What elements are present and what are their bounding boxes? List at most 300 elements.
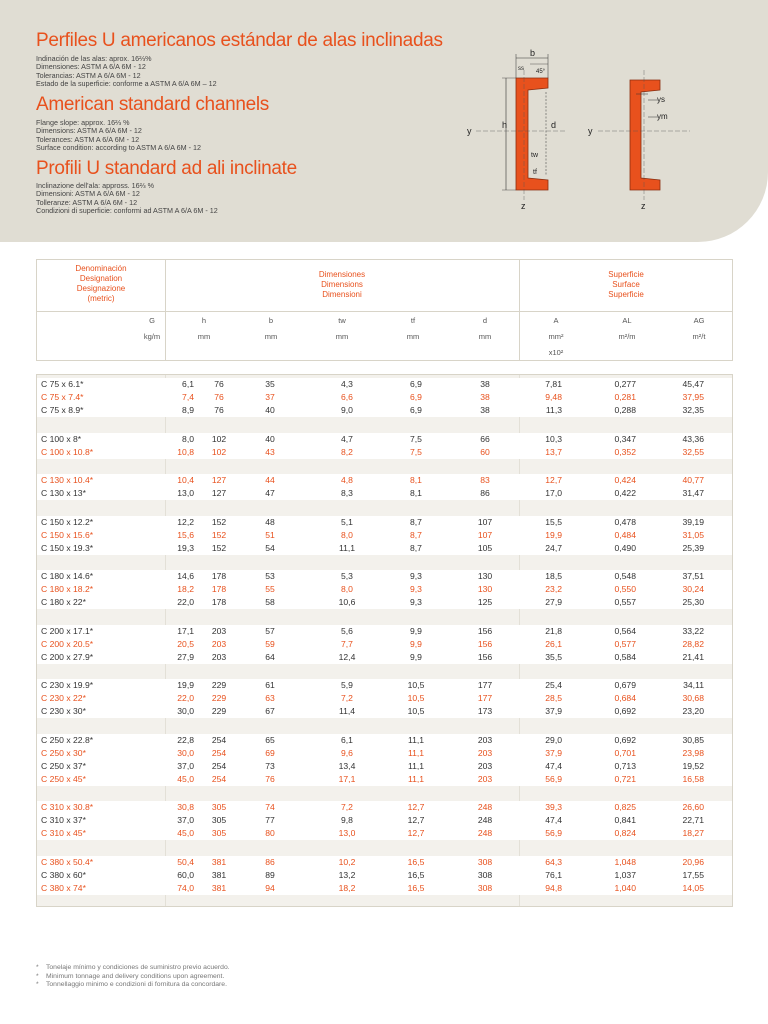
cell-a: 18,5 (545, 571, 562, 581)
cell-tw: 18,2 (338, 882, 356, 893)
cell-b: 69 (265, 747, 275, 758)
cell-ag: 17,55 (682, 869, 704, 880)
cell-tw: 5,6 (341, 625, 353, 636)
cell-a: 9,48 (545, 392, 562, 402)
cell-name: C 230 x 22* (41, 693, 86, 703)
cell-d: 38 (480, 379, 490, 389)
spec-line: Tolerances: ASTM A 6/A 6M - 12 (36, 134, 140, 144)
cell-tf: 7,5 (410, 446, 422, 457)
data-table-body (36, 374, 733, 907)
cell-tw: 8,0 (341, 584, 353, 594)
table-row (37, 801, 732, 814)
cell-tw: 5,9 (341, 680, 353, 690)
cell-d: 107 (477, 516, 493, 527)
cell-h: 127 (211, 475, 227, 485)
cell-tw: 10,2 (338, 856, 356, 867)
cell-tw: 5,1 (341, 516, 353, 527)
cell-tf: 9,9 (410, 625, 422, 636)
cell-h: 102 (211, 433, 227, 444)
cell-al: 0,352 (614, 446, 636, 457)
table-row (37, 378, 732, 391)
cell-name: C 310 x 45* (41, 828, 86, 838)
cell-ag: 23,98 (682, 747, 704, 758)
cell-g: 19,9 (177, 680, 194, 690)
cell-tw: 8,0 (341, 529, 353, 540)
cell-name: C 130 x 10.4* (41, 475, 94, 485)
cell-tf: 16,5 (407, 869, 425, 880)
cell-name: C 250 x 45* (41, 773, 86, 784)
cell-g: 13,0 (177, 488, 194, 498)
cell-b: 77 (265, 815, 275, 825)
cell-ag: 26,60 (682, 802, 704, 812)
cell-a: 28,5 (545, 693, 562, 703)
cell-name: C 380 x 60* (41, 869, 86, 880)
cell-al: 0,684 (614, 693, 636, 703)
cell-h: 381 (211, 856, 227, 867)
col-b: b mm (264, 316, 278, 341)
cell-h: 203 (211, 638, 227, 649)
cell-tf: 8,7 (410, 516, 422, 527)
cell-h: 305 (211, 815, 227, 825)
title-italian: Profili U standard ad ali inclinate (36, 158, 297, 179)
spec-line: Dimensioni: ASTM A 6/A 6M - 12 (36, 189, 140, 199)
cell-a: 24,7 (545, 542, 562, 553)
cell-d: 248 (477, 802, 493, 812)
axis-z-label-right: z (641, 201, 646, 211)
cell-tf: 9,3 (410, 571, 422, 581)
cell-tw: 17,1 (338, 773, 356, 784)
ys-label: ys (657, 95, 665, 104)
cell-h: 381 (211, 869, 227, 880)
cell-tw: 7,7 (341, 638, 353, 649)
cell-g: 20,5 (177, 638, 194, 649)
cell-tf: 8,7 (410, 542, 422, 553)
cell-ag: 28,82 (682, 638, 704, 649)
table-row (37, 596, 732, 609)
cell-g: 8,9 (182, 405, 194, 415)
cell-ag: 25,30 (682, 597, 704, 607)
footnote: * Tonelaje mínimo y condiciones de suministro previo acuerdo. (36, 964, 230, 971)
cell-tf: 12,7 (407, 828, 425, 838)
cell-tf: 9,9 (410, 638, 422, 649)
cell-ag: 34,11 (683, 680, 704, 690)
cell-name: C 75 x 8.9* (41, 405, 84, 415)
dim-h-label: h (502, 120, 508, 130)
cell-ag: 23,20 (682, 706, 704, 716)
cell-d: 105 (477, 542, 493, 553)
group-dimensions: Dimensiones Dimensions Dimensioni (318, 270, 366, 299)
cell-d: 66 (480, 433, 490, 444)
cell-tf: 10,5 (407, 680, 425, 690)
cell-name: C 100 x 8* (41, 433, 82, 444)
cell-ag: 32,55 (682, 446, 704, 457)
dim-d-label: d (551, 120, 557, 130)
cell-name: C 150 x 19.3* (41, 542, 94, 553)
cell-tf: 7,5 (410, 433, 422, 444)
cell-tw: 9,0 (341, 405, 353, 415)
cell-b: 94 (265, 882, 275, 893)
cell-ag: 30,24 (682, 584, 704, 594)
cell-al: 0,557 (614, 597, 636, 607)
cell-al: 0,679 (614, 680, 636, 690)
cell-g: 6,1 (182, 379, 194, 389)
cell-ag: 20,96 (682, 856, 704, 867)
cell-b: 51 (265, 529, 275, 540)
table-row (37, 882, 732, 895)
table-row (37, 705, 732, 718)
cell-tf: 11,1 (407, 747, 425, 758)
cell-g: 22,0 (177, 693, 194, 703)
channel-section-diagram (460, 44, 700, 214)
title-english: American standard channels (36, 94, 270, 115)
table-row (37, 747, 732, 760)
cell-name: C 130 x 13* (41, 488, 86, 498)
cell-name: C 75 x 6.1* (41, 379, 84, 389)
cell-name: C 100 x 10.8* (41, 446, 94, 457)
cell-tw: 7,2 (341, 693, 353, 703)
cell-tf: 11,1 (407, 760, 425, 771)
cell-a: 64,3 (545, 856, 562, 867)
spec-line: Tolerancias: ASTM A 6/A 6M - 12 (36, 70, 141, 80)
cell-al: 0,692 (614, 734, 636, 745)
cell-ag: 31,05 (682, 529, 704, 540)
cell-g: 10,4 (177, 475, 194, 485)
cell-h: 254 (211, 773, 227, 784)
cell-g: 60,0 (177, 869, 194, 880)
cell-tf: 8,1 (410, 488, 422, 498)
table-row (37, 869, 732, 882)
cell-b: 44 (265, 475, 275, 485)
cell-ag: 16,58 (682, 773, 704, 784)
cell-h: 152 (211, 542, 227, 553)
table-row (37, 814, 732, 827)
cell-tf: 8,7 (410, 529, 422, 540)
dim-ss-label: ss (518, 66, 524, 72)
cell-g: 15,6 (177, 529, 194, 540)
cell-d: 203 (477, 760, 493, 771)
cell-h: 76 (214, 379, 224, 389)
cell-name: C 230 x 30* (41, 706, 86, 716)
dim-b-label: b (530, 48, 536, 58)
cell-tf: 12,7 (407, 802, 425, 812)
table-row (37, 391, 732, 404)
cell-ag: 30,85 (682, 734, 704, 745)
cell-al: 0,577 (614, 638, 636, 649)
cell-h: 102 (211, 446, 227, 457)
group-surface: Superficie Surface Superficie (608, 270, 644, 299)
cell-b: 58 (265, 597, 275, 607)
cell-g: 37,0 (177, 815, 194, 825)
cell-h: 203 (211, 625, 227, 636)
cell-tw: 8,2 (341, 446, 353, 457)
cell-h: 305 (211, 802, 227, 812)
cell-g: 45,0 (177, 828, 194, 838)
cell-name: C 180 x 18.2* (41, 584, 94, 594)
cell-a: 47,4 (545, 760, 562, 771)
spec-line: Flange slope: approx. 16⅔ % (36, 118, 130, 127)
cell-al: 1,037 (614, 869, 636, 880)
spec-line: Surface condition: according to ASTM A 6/A 6M - 12 (36, 142, 202, 152)
cell-al: 0,478 (614, 516, 636, 527)
cell-tw: 6,1 (341, 734, 353, 745)
cell-h: 127 (211, 488, 227, 498)
cell-b: 57 (265, 625, 275, 636)
cell-a: 29,0 (545, 734, 562, 745)
cell-a: 15,5 (545, 516, 562, 527)
spec-line: Tolleranze: ASTM A 6/A 6M - 12 (36, 197, 138, 207)
cell-a: 56,9 (545, 828, 562, 838)
cell-a: 12,7 (545, 475, 562, 485)
cell-g: 8,0 (182, 433, 194, 444)
cell-name: C 310 x 37* (41, 815, 86, 825)
cell-g: 19,3 (177, 542, 194, 553)
ym-label: ym (657, 112, 668, 121)
cell-d: 248 (477, 815, 493, 825)
cell-h: 254 (211, 760, 227, 771)
cell-al: 0,347 (614, 433, 636, 444)
table-header (36, 259, 733, 361)
cell-name: C 75 x 7.4* (41, 392, 84, 402)
cell-d: 156 (477, 651, 493, 662)
specs-italian (36, 182, 218, 215)
cell-ag: 30,68 (682, 693, 704, 703)
table-row (37, 679, 732, 692)
cell-al: 0,550 (614, 584, 636, 594)
specs-spanish (36, 55, 217, 88)
cell-al: 1,048 (614, 856, 636, 867)
cell-tf: 9,3 (410, 584, 422, 594)
cell-ag: 32,35 (682, 405, 704, 415)
cell-g: 10,8 (177, 446, 194, 457)
cell-d: 308 (477, 869, 493, 880)
cell-a: 76,1 (545, 869, 562, 880)
cell-a: 21,8 (545, 625, 562, 636)
spec-line: Dimensiones: ASTM A 6/A 6M - 12 (36, 62, 146, 72)
cell-d: 156 (477, 638, 493, 649)
cell-ag: 31,47 (682, 488, 704, 498)
dim-tf-label: tf (533, 169, 537, 176)
cell-h: 178 (211, 584, 227, 594)
cell-a: 27,9 (545, 597, 562, 607)
specs-english (36, 119, 201, 152)
cell-al: 0,281 (614, 392, 636, 402)
cell-g: 30,8 (177, 802, 194, 812)
cell-name: C 310 x 30.8* (41, 802, 94, 812)
col-al: AL m²/m (618, 316, 636, 341)
cell-al: 0,824 (614, 828, 636, 838)
cell-b: 55 (265, 584, 275, 594)
cell-d: 203 (477, 747, 493, 758)
cell-a: 47,4 (545, 815, 562, 825)
cell-tf: 6,9 (410, 405, 422, 415)
cell-tf: 16,5 (407, 856, 425, 867)
cell-a: 10,3 (545, 433, 562, 444)
cell-g: 30,0 (177, 747, 194, 758)
cell-tw: 11,1 (338, 542, 356, 553)
cell-al: 0,721 (614, 773, 636, 784)
cell-tw: 11,4 (338, 706, 356, 716)
cell-d: 38 (480, 392, 490, 402)
footnote: * Minimum tonnage and delivery conditions upon agreement. (36, 972, 225, 980)
axis-z-label: z (521, 201, 526, 211)
cell-b: 61 (265, 680, 275, 690)
cell-ag: 45,47 (682, 379, 704, 389)
cell-name: C 250 x 37* (41, 760, 86, 771)
cell-tf: 12,7 (407, 815, 425, 825)
cell-b: 40 (265, 433, 275, 444)
cell-al: 0,584 (614, 651, 636, 662)
cell-ag: 40,77 (682, 475, 704, 485)
cell-g: 22,8 (177, 734, 194, 745)
cell-ag: 25,39 (682, 542, 704, 553)
cell-d: 173 (477, 706, 493, 716)
cell-al: 1,040 (614, 882, 636, 893)
cell-h: 305 (211, 828, 227, 838)
cell-al: 0,424 (614, 475, 636, 485)
cell-g: 17,1 (177, 625, 194, 636)
channel-profile-left (516, 78, 548, 190)
table-row (37, 827, 732, 840)
table-row (37, 773, 732, 786)
spec-line: Estado de la superficie: conforme a ASTM A 6/A 6M – 12 (36, 78, 217, 88)
cell-name: C 200 x 27.9* (41, 651, 94, 662)
col-g: G kg/m (143, 316, 161, 341)
cell-h: 76 (214, 392, 224, 402)
cell-name: C 200 x 20.5* (41, 638, 94, 649)
cell-h: 229 (211, 693, 227, 703)
cell-g: 14,6 (177, 571, 194, 581)
table-row (37, 542, 732, 555)
cell-b: 73 (265, 760, 275, 771)
table-row (37, 734, 732, 747)
cell-tw: 10,6 (338, 597, 356, 607)
cell-al: 0,692 (614, 706, 636, 716)
cell-h: 76 (214, 405, 224, 415)
cell-tw: 13,4 (338, 760, 356, 771)
cell-tw: 8,3 (341, 488, 353, 498)
cell-al: 0,825 (614, 802, 636, 812)
cell-tw: 13,2 (338, 869, 356, 880)
cell-a: 23,2 (545, 584, 562, 594)
cell-tw: 4,7 (341, 433, 353, 444)
cell-b: 48 (265, 516, 275, 527)
col-ag: AG m²/t (692, 316, 706, 341)
cell-b: 67 (265, 706, 275, 716)
cell-d: 177 (477, 693, 493, 703)
cell-ag: 39,19 (682, 516, 704, 527)
cell-name: C 380 x 74* (41, 882, 86, 893)
table-row (37, 516, 732, 529)
cell-al: 0,484 (614, 529, 636, 540)
cell-tf: 16,5 (407, 882, 425, 893)
cell-h: 381 (211, 882, 227, 893)
cell-b: 43 (265, 446, 275, 457)
cell-g: 74,0 (177, 882, 194, 893)
table-row (37, 856, 732, 869)
table-row (37, 487, 732, 500)
table-row (37, 638, 732, 651)
cell-name: C 380 x 50.4* (41, 856, 94, 867)
cell-a: 56,9 (545, 773, 562, 784)
table-row (37, 433, 732, 446)
cell-al: 0,422 (614, 488, 636, 498)
cell-tw: 13,0 (338, 828, 356, 838)
cell-tw: 6,6 (341, 392, 353, 402)
cell-tf: 10,5 (407, 706, 425, 716)
cell-name: C 230 x 19.9* (41, 680, 94, 690)
cell-tf: 9,9 (410, 651, 422, 662)
cell-d: 130 (477, 584, 493, 594)
cell-b: 35 (265, 379, 275, 389)
cell-g: 37,0 (177, 760, 194, 771)
title-spanish: Perfiles U americanos estándar de alas inclinadas (36, 30, 443, 51)
cell-name: C 250 x 22.8* (41, 734, 94, 745)
cell-b: 63 (265, 693, 275, 703)
col-tw: tw mm (335, 316, 349, 341)
cell-h: 178 (211, 597, 227, 607)
cell-tw: 9,8 (341, 815, 353, 825)
cell-tf: 10,5 (407, 693, 425, 703)
table-row (37, 474, 732, 487)
spec-line: Condizioni di superficie: conformi ad ASTM A 6/A 6M - 12 (36, 205, 218, 215)
cell-a: 26,1 (545, 638, 562, 649)
cell-a: 39,3 (545, 802, 562, 812)
cell-tw: 5,3 (341, 571, 353, 581)
axis-y-label: y (467, 126, 472, 136)
cell-al: 0,277 (614, 379, 636, 389)
cell-a: 25,4 (545, 680, 562, 690)
cell-d: 308 (477, 882, 493, 893)
cell-al: 0,288 (614, 405, 636, 415)
cell-al: 0,490 (614, 542, 636, 553)
cell-d: 308 (477, 856, 493, 867)
cell-b: 86 (265, 856, 275, 867)
cell-name: C 150 x 15.6* (41, 529, 94, 540)
cell-b: 53 (265, 571, 275, 581)
cell-tw: 4,8 (341, 475, 353, 485)
cell-h: 254 (211, 734, 227, 745)
axis-y-label-right: y (588, 126, 593, 136)
cell-ag: 21,41 (682, 651, 704, 662)
footnote: * Tonnellaggio minimo e condizioni di fornitura da concordare. (36, 981, 227, 989)
cell-d: 156 (477, 625, 493, 636)
cell-b: 54 (265, 542, 275, 553)
cell-g: 12,2 (177, 516, 194, 527)
cell-b: 65 (265, 734, 275, 745)
dim-tw-label: tw (531, 152, 538, 159)
cell-ag: 22,71 (682, 815, 704, 825)
cell-d: 83 (480, 475, 490, 485)
cell-g: 18,2 (177, 584, 194, 594)
cell-a: 17,0 (545, 488, 562, 498)
cell-b: 74 (265, 802, 275, 812)
cell-g: 50,4 (177, 856, 194, 867)
cell-tw: 12,4 (338, 651, 356, 662)
spec-line: Indinación de las alas: aprox. 16⅔% (36, 54, 152, 63)
cell-tw: 4,3 (341, 379, 353, 389)
table-row (37, 446, 732, 459)
cell-d: 203 (477, 734, 493, 745)
channel-profile-right (630, 80, 660, 190)
cell-b: 47 (265, 488, 275, 498)
cell-ag: 33,22 (682, 625, 704, 636)
cell-h: 152 (211, 529, 227, 540)
cell-tf: 11,1 (407, 734, 425, 745)
cell-al: 0,701 (614, 747, 636, 758)
cell-h: 254 (211, 747, 227, 758)
angle-label: 45° (536, 69, 546, 75)
cell-a: 19,9 (545, 529, 562, 540)
